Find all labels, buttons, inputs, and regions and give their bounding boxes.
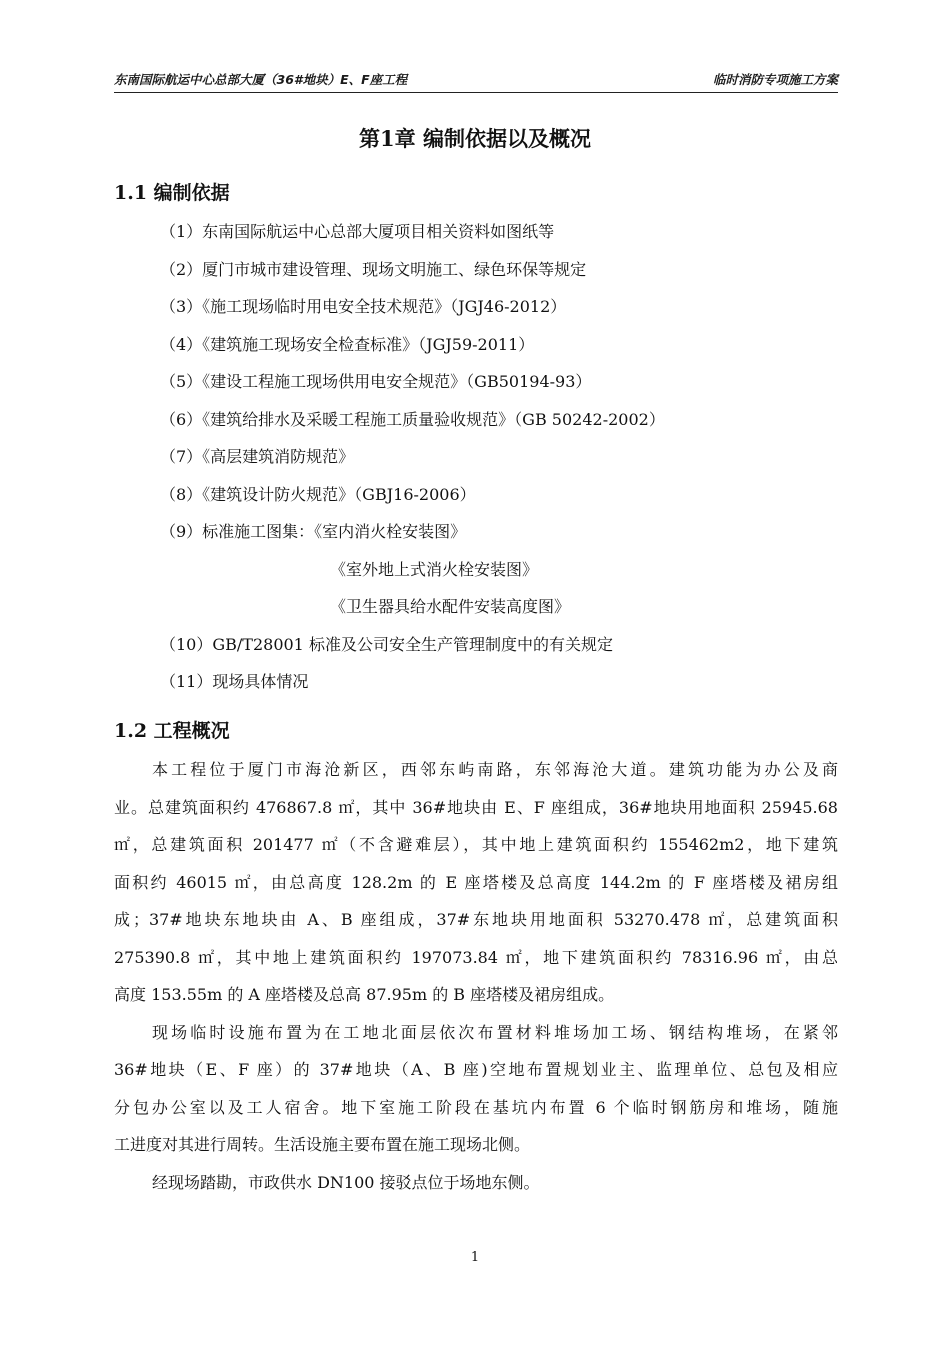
- paragraph-line: 经现场踏勘，市政供水 DN100 接驳点位于场地东侧。: [152, 1173, 540, 1192]
- section-title-overview: 1.2 工程概况: [114, 720, 230, 742]
- running-header: [114, 68, 838, 90]
- paragraph-line: 面积约 46015 ㎡，由总高度 128.2m 的 E 座塔楼及总高度 144.2m 的 F 座塔楼及裙房组: [114, 873, 838, 892]
- reference-item: （8）《建筑设计防火规范》（GBJ16-2006）: [160, 485, 476, 504]
- page-number: 1: [470, 1250, 480, 1265]
- paragraph-line: 高度 153.55m 的 A 座塔楼及总高 87.95m 的 B 座塔楼及裙房组成。: [114, 985, 615, 1004]
- paragraph-line: 现场临时设施布置为在工地北面层依次布置材料堆场加工场、钢结构堆场，在紧邻: [152, 1023, 838, 1042]
- reference-item: （3）《施工现场临时用电安全技术规范》（JGJ46-2012）: [160, 297, 567, 316]
- header-document-title: 临时消防专项施工方案: [712, 72, 838, 87]
- reference-item: （5）《建设工程施工现场供用电安全规范》（GB50194-93）: [160, 372, 592, 391]
- reference-item: （7）《高层建筑消防规范》: [160, 447, 355, 466]
- reference-item: （6）《建筑给排水及采暖工程施工质量验收规范》（GB 50242-2002）: [160, 410, 665, 429]
- section-title-basis: 1.1 编制依据: [114, 182, 230, 204]
- paragraph-line: 275390.8 ㎡，其中地上建筑面积约 197073.84 ㎡，地下建筑面积约 78316.96 ㎡，由总: [114, 948, 838, 967]
- paragraph-line: 本工程位于厦门市海沧新区，西邻东屿南路，东邻海沧大道。建筑功能为办公及商: [152, 760, 838, 779]
- reference-item: （11）现场具体情况: [160, 672, 309, 691]
- reference-item-continued: 《卫生器具给水配件安装高度图》: [330, 597, 571, 616]
- paragraph-line: ㎡，总建筑面积 201477 ㎡（不含避难层），其中地上建筑面积约 155462m2，地下建筑: [114, 835, 838, 854]
- chapter-title: 第1章 编制依据以及概况: [359, 126, 591, 151]
- reference-item: （4）《建筑施工现场安全检查标准》（JGJ59-2011）: [160, 335, 535, 354]
- header-project-title: 东南国际航运中心总部大厦（36#地块）E、F座工程: [114, 72, 408, 87]
- paragraph-line: 分包办公室以及工人宿舍。地下室施工阶段在基坑内布置 6 个临时钢筋房和堆场，随施: [114, 1098, 838, 1117]
- reference-item: （9）标准施工图集：《室内消火栓安装图》: [160, 522, 467, 541]
- paragraph-line: 业。总建筑面积约 476867.8 ㎡，其中 36#地块由 E、F 座组成，36#地块用地面积 25945.68: [114, 798, 838, 817]
- paragraph-line: 36#地块（E、F 座）的 37#地块（A、B 座)空地布置规划业主、监理单位、总包及相应: [114, 1060, 838, 1079]
- reference-item: （2）厦门市城市建设管理、现场文明施工、绿色环保等规定: [160, 260, 587, 279]
- reference-item-continued: 《室外地上式消火栓安装图》: [330, 560, 539, 579]
- paragraph-line: 工进度对其进行周转。生活设施主要布置在施工现场北侧。: [114, 1135, 531, 1154]
- paragraph-line: 成；37#地块东地块由 A、B 座组成，37#东地块用地面积 53270.478 ㎡，总建筑面积: [114, 910, 838, 929]
- reference-item: （10）GB/T28001 标准及公司安全生产管理制度中的有关规定: [160, 635, 613, 654]
- reference-item: （1）东南国际航运中心总部大厦项目相关资料如图纸等: [160, 222, 555, 241]
- header-divider: [114, 92, 838, 93]
